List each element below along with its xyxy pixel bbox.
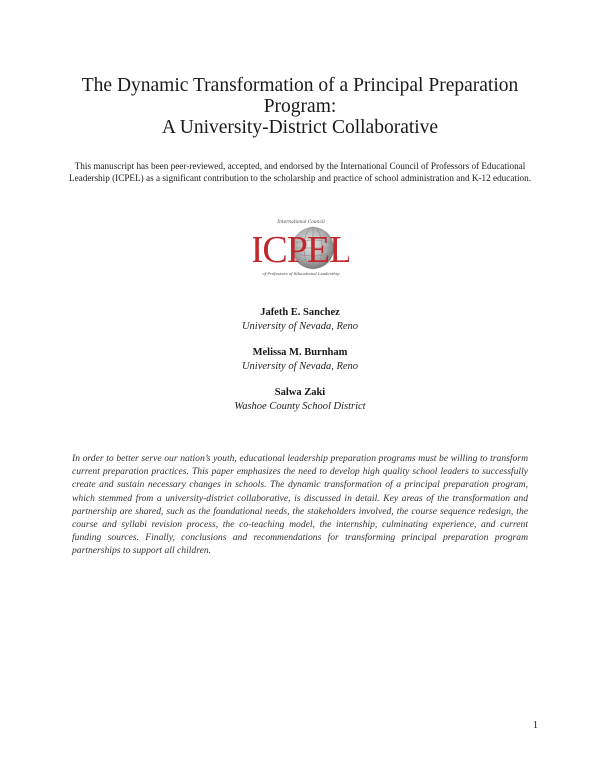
author-name: Jafeth E. Sanchez [260,307,340,318]
author-affiliation: University of Nevada, Reno [241,321,359,332]
author-block [100,346,500,374]
logo-main-text: ICPEL [253,229,349,271]
author-name: Salwa Zaki [274,387,326,398]
peer-review-notice: This manuscript has been peer-reviewed, accepted, and endorsed by the International Council of Professors of Educational Leadership (ICPEL) as a significant contribution to the scholarship and practice of school administration and K-12 education. [68,161,532,183]
title-line-1: The Dynamic Transformation of a Principal Preparation [81,75,519,96]
icpel-logo [253,212,349,282]
page-number: 1 [533,720,538,731]
abstract: In order to better serve our nation’s youth, educational leadership preparation programs must be willing to transform current preparation practices. This paper emphasizes the need to develop high quality school leaders to successfully create and sustain necessary changes in schools. The dynamic transformation of a principal preparation program, which stemmed from a university-district collaborative, is discussed in detail. Key areas of the transformation and partnership are shared, such as the foundational needs, the stakeholders involved, the course sequence redesign, the course and syllabi revision process, the co-teaching model, the internship, culminating experience, and current funding sources. Finally, conclusions and recommendations for transforming principal preparation program partnerships to support all children. [72,453,528,557]
author-block [100,306,500,334]
author-name: Melissa M. Burnham [252,347,348,358]
paper-title [40,75,560,138]
author-block [100,386,500,414]
title-line-2: Program: [263,96,337,117]
logo-top-text: International Council [277,220,325,225]
title-line-3: A University-District Collaborative [161,117,439,138]
logo-bottom-text: of Professors of Educational Leadership [262,271,340,276]
author-affiliation: Washoe County School District [234,401,366,412]
author-affiliation: University of Nevada, Reno [241,361,359,372]
